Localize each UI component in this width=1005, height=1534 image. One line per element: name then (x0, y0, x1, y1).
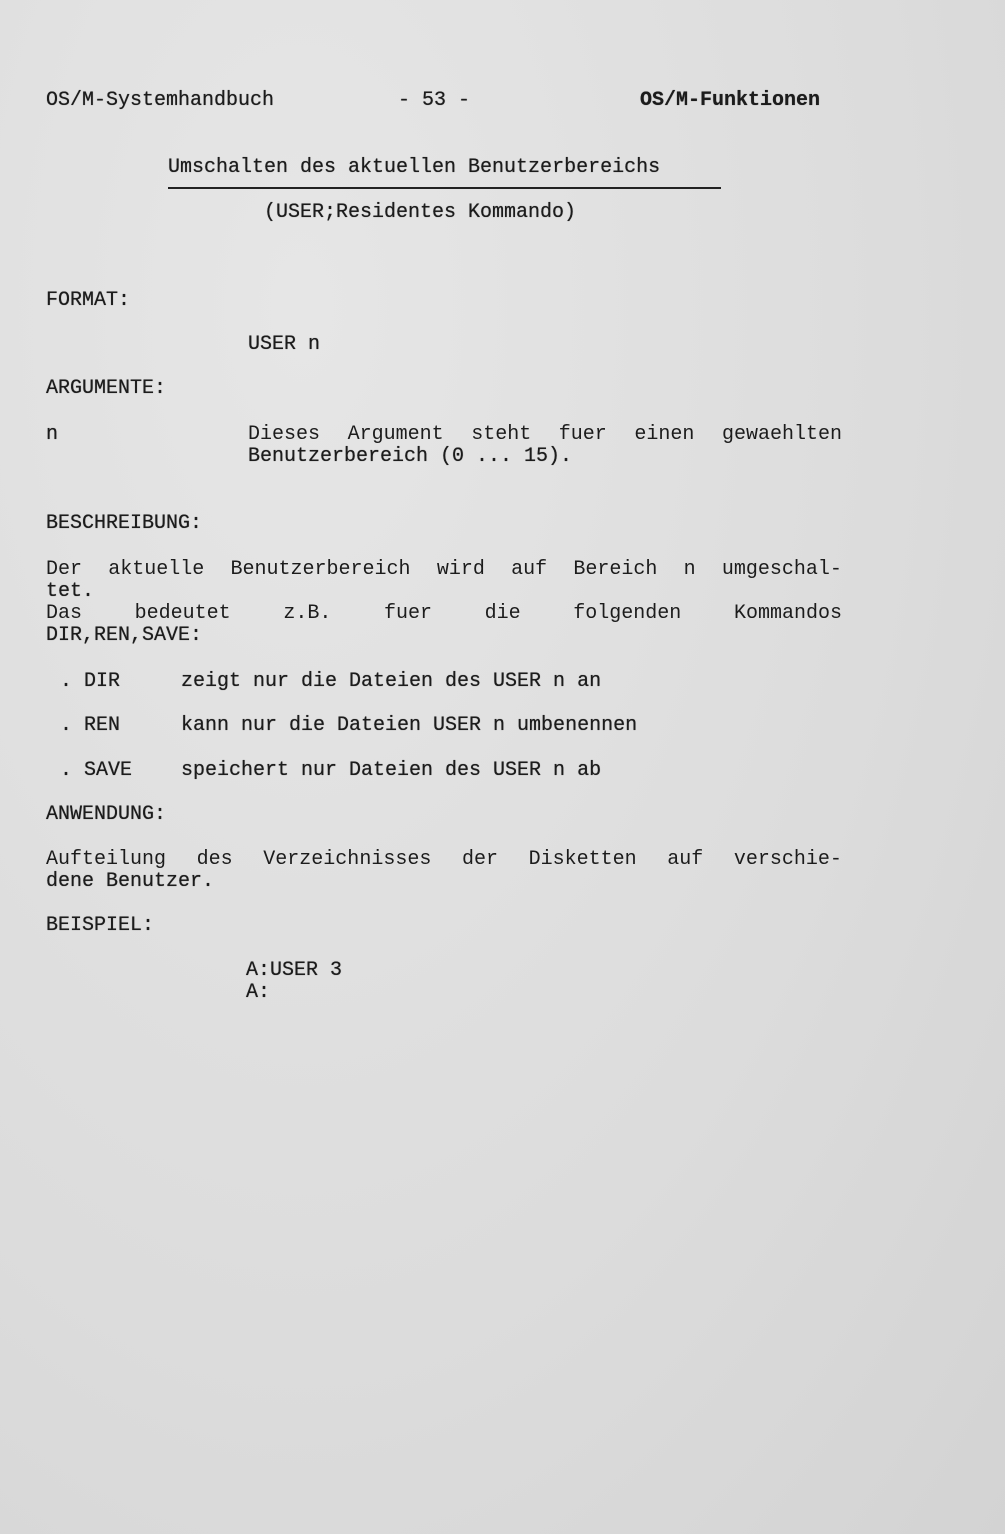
word: fuer (383, 602, 432, 625)
anwendung-heading: ANWENDUNG: (46, 803, 167, 826)
format-heading: FORMAT: (46, 289, 131, 312)
word: Benutzerbereich (230, 558, 411, 581)
list-item-text: kann nur die Dateien USER n umbenennen (181, 714, 638, 737)
word: folgenden (573, 602, 682, 625)
anwendung-line2: dene Benutzer. (46, 870, 215, 893)
beispiel-line1: A:USER 3 (246, 959, 343, 982)
argument-description-line2: Benutzerbereich (0 ... 15). (248, 445, 573, 468)
word: auf (511, 558, 548, 581)
list-item-text: speichert nur Dateien des USER n ab (181, 759, 602, 782)
header-right: OS/M-Funktionen (640, 89, 821, 112)
argumente-heading: ARGUMENTE: (46, 377, 167, 400)
word: Disketten (528, 848, 637, 871)
word: Argument (347, 423, 444, 446)
section-subtitle: (USER;Residentes Kommando) (264, 201, 577, 224)
word: Verzeichnisses (263, 848, 432, 871)
list-item-bullet: . SAVE (60, 759, 133, 782)
argument-description-line1 (248, 424, 842, 446)
section-title: Umschalten des aktuellen Benutzerbereichs (168, 156, 661, 179)
word: der (461, 848, 498, 871)
beschreibung-line4: DIR,REN,SAVE: (46, 624, 203, 647)
title-underline (168, 187, 721, 189)
word: wird (436, 558, 485, 581)
word: verschie- (733, 848, 842, 871)
format-syntax: USER n (248, 333, 321, 356)
list-item-text: zeigt nur die Dateien des USER n an (181, 670, 602, 693)
word: Dieses (248, 423, 321, 446)
word: umgeschal- (721, 558, 842, 581)
list-item-bullet: . DIR (60, 670, 121, 693)
word: bedeutet (134, 602, 231, 625)
word: Der (46, 558, 83, 581)
word: des (196, 848, 233, 871)
word: gewaehlten (721, 423, 842, 446)
word: Aufteilung (46, 848, 167, 871)
word: aktuelle (108, 558, 205, 581)
page-number: - 53 - (398, 89, 471, 112)
list-item-bullet: . REN (60, 714, 121, 737)
word: auf (667, 848, 704, 871)
word: Das (46, 602, 83, 625)
beschreibung-line1 (46, 559, 842, 581)
word: Bereich (573, 558, 658, 581)
header-left: OS/M-Systemhandbuch (46, 89, 275, 112)
word: n (683, 558, 696, 581)
beispiel-heading: BEISPIEL: (46, 914, 155, 937)
anwendung-line1 (46, 849, 842, 871)
beschreibung-line2: tet. (46, 580, 95, 603)
word: fuer (558, 423, 607, 446)
beispiel-line2: A: (246, 981, 271, 1004)
word: Kommandos (733, 602, 842, 625)
argument-name: n (46, 423, 59, 446)
word: einen (634, 423, 695, 446)
beschreibung-heading: BESCHREIBUNG: (46, 512, 203, 535)
word: steht (471, 423, 532, 446)
beschreibung-line3 (46, 603, 842, 625)
word: z.B. (283, 602, 332, 625)
word: die (484, 602, 521, 625)
